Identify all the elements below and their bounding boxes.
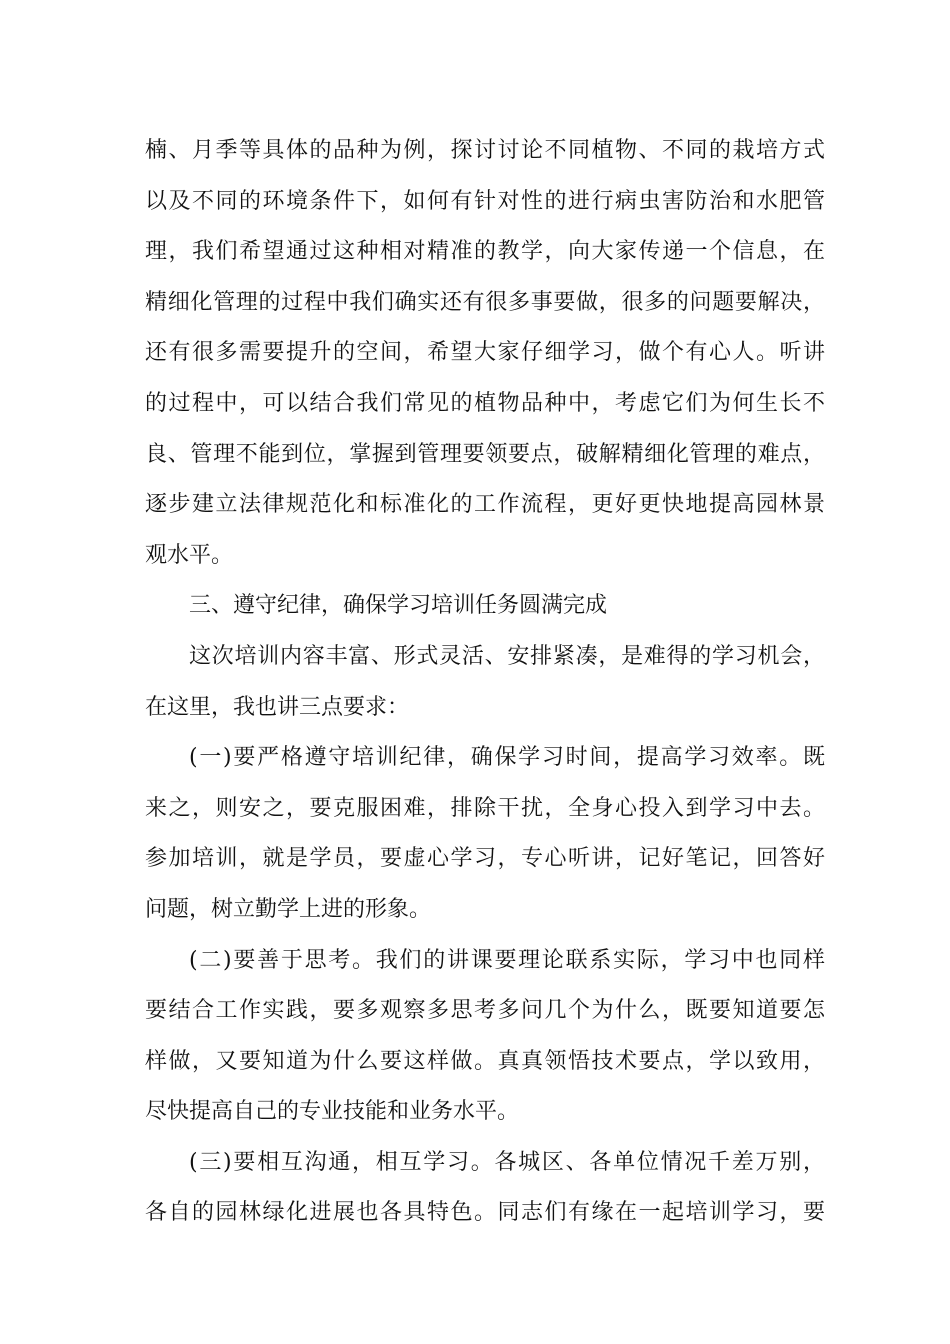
document-body — [145, 126, 825, 1239]
text-line: 观水平。 — [145, 542, 234, 568]
text-line: 问题，树立勤学上进的形象。 — [145, 896, 432, 922]
paragraph-intro — [145, 632, 825, 733]
section-heading — [145, 581, 825, 632]
text-line: 参加培训，就是学员，要虚心学习，专心听讲，记好笔记，回答好 — [145, 846, 825, 872]
text-line: 尽快提高自己的专业技能和业务水平。 — [145, 1099, 520, 1125]
paragraph-requirement-1 — [145, 733, 825, 935]
text-line: 良、管理不能到位，掌握到管理要领要点，破解精细化管理的难点， — [145, 441, 825, 467]
text-line: 要结合工作实践，要多观察多思考多问几个为什么，既要知道要怎 — [145, 998, 825, 1024]
text-line: 各自的园林绿化进展也各具特色。同志们有缘在一起培训学习，要 — [145, 1200, 825, 1226]
text-line: 这次培训内容丰富、形式灵活、安排紧凑，是难得的学习机会， — [189, 643, 825, 669]
text-line: 理，我们希望通过这种相对精准的教学，向大家传递一个信息，在 — [145, 239, 825, 265]
text-line: 楠、月季等具体的品种为例，探讨讨论不同植物、不同的栽培方式 — [145, 138, 825, 163]
text-line: 逐步建立法律规范化和标准化的工作流程，更好更快地提高园林景 — [145, 492, 825, 518]
text-line: (二)要善于思考。我们的讲课要理论联系实际，学习中也同样 — [189, 947, 825, 973]
text-line: 的过程中，可以结合我们常见的植物品种中，考虑它们为何生长不 — [145, 390, 825, 416]
text-line: (三)要相互沟通，相互学习。各城区、各单位情况千差万别， — [189, 1149, 825, 1175]
text-line: 样做，又要知道为什么要这样做。真真领悟技术要点，学以致用， — [145, 1048, 825, 1074]
text-line: 精细化管理的过程中我们确实还有很多事要做，很多的问题要解决， — [145, 289, 825, 315]
text-line: (一)要严格遵守培训纪律，确保学习时间，提高学习效率。既 — [189, 745, 825, 771]
text-line: 来之，则安之，要克服困难，排除干扰，全身心投入到学习中去。 — [145, 795, 825, 821]
paragraph-requirement-3 — [145, 1138, 825, 1239]
text-line: 还有很多需要提升的空间，希望大家仔细学习，做个有心人。听讲 — [145, 340, 825, 366]
text-line: 以及不同的环境条件下，如何有针对性的进行病虫害防治和水肥管 — [145, 188, 825, 214]
heading-line: 三、遵守纪律，确保学习培训任务圆满完成 — [189, 593, 608, 619]
paragraph-continuation — [145, 126, 825, 581]
text-line: 在这里，我也讲三点要求： — [145, 694, 410, 720]
paragraph-requirement-2 — [145, 936, 825, 1138]
